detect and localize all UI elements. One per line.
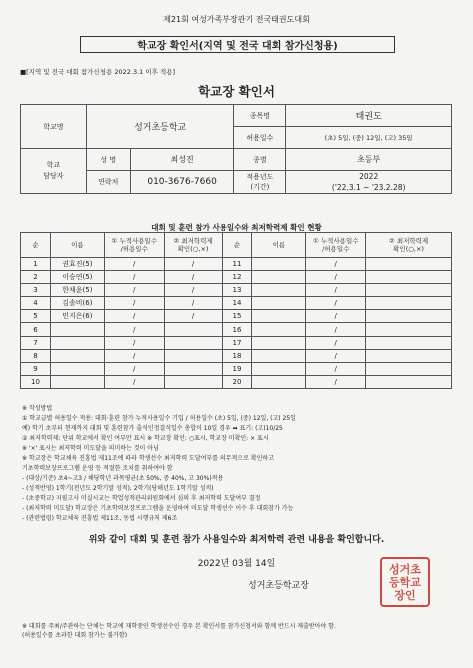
row-name	[50, 349, 104, 362]
row-no: 18	[222, 349, 252, 362]
principal-signature: 성거초등학교장	[248, 581, 309, 591]
row-no: 3	[21, 284, 51, 297]
row-days: /	[104, 297, 164, 310]
row-name	[50, 323, 104, 336]
staff-label: 학교 담당자	[21, 149, 87, 194]
col-no: 순	[222, 233, 252, 258]
kind-value: 초등부	[286, 149, 452, 171]
event-header: 제21회 여성가족부장관기 전국태권도대회	[163, 15, 310, 24]
table-row	[21, 284, 452, 297]
row-grade	[366, 375, 452, 388]
row-no: 5	[21, 310, 51, 323]
row-no: 6	[21, 323, 51, 336]
contact-label: 연락처	[86, 171, 130, 194]
row-no: 7	[21, 336, 51, 349]
year-label: 적용년도 (기간)	[234, 171, 286, 194]
event-label: 종목명	[234, 105, 286, 127]
row-grade	[164, 375, 222, 388]
table-row	[21, 349, 452, 362]
row-no: 17	[222, 336, 252, 349]
col-days: ① 누적사용일수 /허용일수	[104, 233, 164, 258]
info-table	[20, 104, 452, 194]
col-name: 이름	[252, 233, 306, 258]
row-days: /	[104, 349, 164, 362]
note-line: ① 학교급별 허용일수 적용: 대회·훈련 참가 누적사용일수 기입 / 허용일수 (초) 5일, (중) 12일, (고) 25일	[22, 415, 296, 422]
row-grade: /	[164, 271, 222, 284]
row-days: /	[306, 271, 366, 284]
row-no: 11	[222, 258, 252, 271]
row-no: 16	[222, 323, 252, 336]
row-no: 15	[222, 310, 252, 323]
row-name	[252, 310, 306, 323]
row-days: /	[306, 310, 366, 323]
row-name	[252, 284, 306, 297]
row-days: /	[104, 336, 164, 349]
row-grade: /	[164, 297, 222, 310]
row-days: /	[104, 284, 164, 297]
row-days: /	[306, 323, 366, 336]
row-days: /	[306, 297, 366, 310]
row-name	[252, 323, 306, 336]
row-grade	[366, 310, 452, 323]
row-days: /	[104, 362, 164, 375]
year-value: 2022 ('22.3.1 ~ '23.2.28)	[286, 171, 452, 194]
row-no: 2	[21, 271, 51, 284]
name-label: 성 명	[86, 149, 130, 171]
col-name: 이름	[50, 233, 104, 258]
row-no: 14	[222, 297, 252, 310]
row-name	[50, 336, 104, 349]
table-row	[21, 258, 452, 271]
row-no: 19	[222, 362, 252, 375]
row-days: /	[306, 349, 366, 362]
row-name	[252, 271, 306, 284]
instructions	[22, 404, 452, 524]
note-line: 예) 학기 초부터 현재까지 대회 및 훈련참가 출석인정결석일수 총합이 10일 경우 ➡ 표기: (고)10/25	[22, 425, 283, 432]
row-days: /	[306, 258, 366, 271]
row-grade	[164, 336, 222, 349]
participation-table	[20, 232, 452, 389]
row-name	[252, 362, 306, 375]
row-grade	[366, 297, 452, 310]
row-no: 1	[21, 258, 51, 271]
row-grade	[366, 284, 452, 297]
note-line: - (관련법령) 학교체육 진흥법 제11조, 동법 시행규칙 제6조	[22, 515, 178, 522]
name-value: 최성진	[130, 149, 234, 171]
row-name: 이승연(5)	[50, 271, 104, 284]
row-no: 12	[222, 271, 252, 284]
seal-text: 성거초등학교장인	[389, 562, 421, 602]
row-name: 김솔비(6)	[50, 297, 104, 310]
row-name	[252, 375, 306, 388]
col-no: 순	[21, 233, 51, 258]
days-value: (초) 5일, (중) 12일, (고) 35일	[286, 127, 452, 149]
school-label: 학교명	[21, 105, 87, 149]
row-grade	[366, 258, 452, 271]
row-no: 8	[21, 349, 51, 362]
table-row	[21, 336, 452, 349]
col-grade: ② 최저학력제 확인(○,×)	[164, 233, 222, 258]
row-name	[252, 258, 306, 271]
table-row	[21, 323, 452, 336]
note-line: 기초학력보장프로그램 운영 등 적절한 조치를 취하여야 함	[22, 465, 173, 472]
row-no: 20	[222, 375, 252, 388]
row-days: /	[104, 310, 164, 323]
document-title: 학교장 확인서(지역 및 전국 대회 참가신청용)	[80, 36, 395, 53]
row-name	[50, 375, 104, 388]
issue-date: 2022년 03월 14일	[197, 559, 276, 569]
row-no: 4	[21, 297, 51, 310]
row-name: 권효진(5)	[50, 258, 104, 271]
row-grade	[164, 349, 222, 362]
subtitle: ■[지역 및 전국 대회 참가신청용 2022.3.1 이후 적용]	[20, 68, 176, 76]
school-seal	[380, 557, 430, 607]
row-grade: /	[164, 310, 222, 323]
table-row	[21, 271, 452, 284]
note-line: ※ 학교장은 학교체육 진흥법 제11조에 따라 학생선수 최저학력 도달여부를 의무적으로 확인하고	[22, 455, 274, 462]
note-line: - (최저학력 미도달) 학교장은 기초학력보장프로그램을 운영하여 미도달 학생선수 이수 후 대회참가 가능	[22, 505, 294, 512]
note-line: - (초중학교) 지필고사 미실시교는 학업성적관리위원회에서 심의 후 최저학력 도달여부 결정	[22, 495, 261, 502]
footnote: ※ 대회를 주최/주관하는 단체는 학교에 재학중인 학생선수인 경우 본 확인서를 참가신청서와 함께 반드시 제출받아야 함. (허용일수를 초과한 대회 참가는 불가함)	[22, 623, 336, 639]
school-value: 성거초등학교	[86, 105, 234, 149]
section-title: 대회 및 훈련 참가 사용일수와 최저학력제 확인 현황	[151, 223, 322, 232]
row-no: 13	[222, 284, 252, 297]
note-line: ※ 작성방법	[22, 405, 53, 412]
table-row	[21, 310, 452, 323]
kind-label: 종별	[234, 149, 286, 171]
row-grade	[164, 323, 222, 336]
row-name	[252, 349, 306, 362]
note-line: ※ '×' 표시는 최저학력 미도달을 의미하는 것이 아님	[22, 445, 159, 452]
row-name	[252, 297, 306, 310]
row-name	[50, 362, 104, 375]
table-row	[21, 375, 452, 388]
row-days: /	[104, 375, 164, 388]
note-line: - (대상/기준) 초4~고3 / 해당학년 과목평균(초 50%, 중 40%, 고 30%)적용	[22, 475, 224, 482]
row-name: 민지은(6)	[50, 310, 104, 323]
row-name	[252, 336, 306, 349]
row-days: /	[104, 271, 164, 284]
row-days: /	[306, 362, 366, 375]
row-grade	[366, 349, 452, 362]
row-no: 10	[21, 375, 51, 388]
days-label: 허용일수	[234, 127, 286, 149]
event-value: 태권도	[286, 105, 452, 127]
table-row	[21, 362, 452, 375]
note-line: ② 최저학력제: 단위 학교에서 확인 여부만 표시 ※ 학교장 확인: ○표시, 학교장 미확인: × 표시	[22, 435, 269, 442]
row-grade: /	[164, 258, 222, 271]
row-days: /	[104, 258, 164, 271]
col-days: ① 누적사용일수 /허용일수	[306, 233, 366, 258]
col-grade: ② 최저학력제 확인(○,×)	[366, 233, 452, 258]
contact-value: 010-3676-7660	[130, 171, 234, 194]
row-grade	[164, 362, 222, 375]
row-no: 9	[21, 362, 51, 375]
confirmation-statement: 위와 같이 대회 및 훈련 참가 사용일수와 최저학력 관련 내용을 확인합니다.	[88, 535, 385, 545]
row-grade	[366, 362, 452, 375]
row-grade	[366, 336, 452, 349]
confirmation-title: 학교장 확인서	[198, 84, 275, 99]
row-grade	[366, 271, 452, 284]
note-line: - (성적반영) 1학기(전년도 2학기말 성적), 2학기(당해년도 1학기말 성적)	[22, 485, 214, 492]
row-grade: /	[164, 284, 222, 297]
table-row	[21, 297, 452, 310]
row-grade	[366, 323, 452, 336]
row-name: 한채윤(5)	[50, 284, 104, 297]
row-days: /	[306, 336, 366, 349]
row-days: /	[306, 375, 366, 388]
row-days: /	[306, 284, 366, 297]
row-days: /	[104, 323, 164, 336]
